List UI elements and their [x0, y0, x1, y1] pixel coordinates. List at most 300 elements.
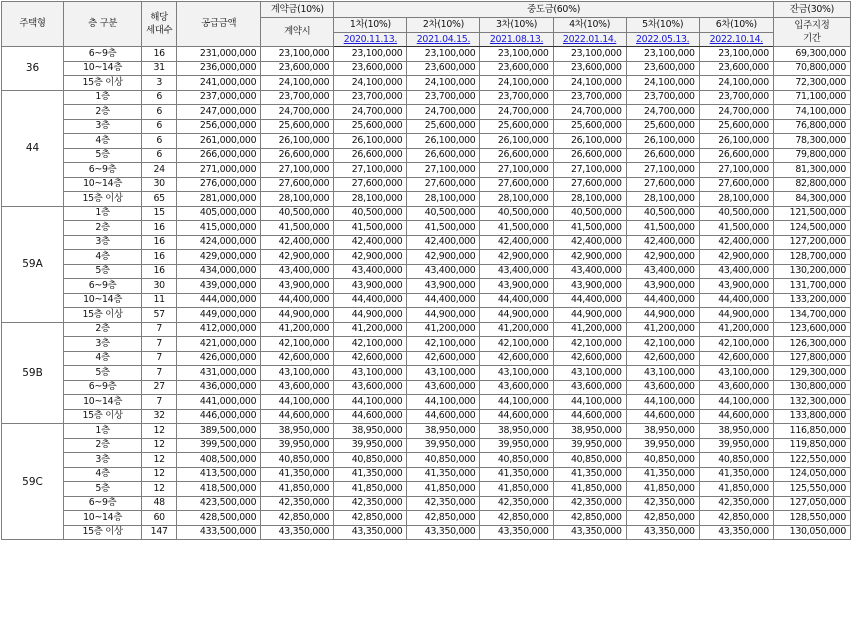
balance-cell: 84,300,000	[773, 192, 850, 207]
middle-2-cell: 25,600,000	[407, 119, 480, 134]
middle-2-cell: 24,700,000	[407, 105, 480, 120]
balance-cell: 130,200,000	[773, 264, 850, 279]
price-cell: 423,500,000	[177, 496, 261, 511]
middle-5-cell: 39,950,000	[626, 438, 699, 453]
middle-6-cell: 23,100,000	[699, 47, 773, 62]
middle-2-cell: 43,100,000	[407, 366, 480, 381]
deposit-cell: 43,600,000	[261, 380, 334, 395]
middle-1-cell: 44,900,000	[334, 308, 407, 323]
balance-cell: 130,050,000	[773, 525, 850, 540]
deposit-cell: 23,100,000	[261, 47, 334, 62]
middle-3-cell: 44,900,000	[480, 308, 553, 323]
price-cell: 426,000,000	[177, 351, 261, 366]
middle-5-cell: 41,850,000	[626, 482, 699, 497]
middle-5-cell: 24,100,000	[626, 76, 699, 91]
middle-2-cell: 41,850,000	[407, 482, 480, 497]
header-middle-5-date: 2022.05.13.	[626, 33, 699, 47]
table-header	[2, 2, 851, 47]
table-row	[2, 308, 851, 323]
units-cell: 16	[142, 221, 177, 236]
middle-3-cell: 40,850,000	[480, 453, 553, 468]
price-cell: 405,000,000	[177, 206, 261, 221]
units-cell: 11	[142, 293, 177, 308]
table-row	[2, 395, 851, 410]
deposit-cell: 27,100,000	[261, 163, 334, 178]
header-middle-3-date: 2021.08.13.	[480, 33, 553, 47]
middle-5-cell: 28,100,000	[626, 192, 699, 207]
floor-cell: 10~14층	[64, 293, 142, 308]
middle-4-cell: 40,850,000	[553, 453, 626, 468]
middle-6-cell: 28,100,000	[699, 192, 773, 207]
price-cell: 271,000,000	[177, 163, 261, 178]
header-middle-1: 1차(10%)	[334, 18, 407, 33]
floor-cell: 1층	[64, 206, 142, 221]
middle-1-cell: 44,100,000	[334, 395, 407, 410]
balance-cell: 78,300,000	[773, 134, 850, 149]
middle-4-cell: 25,600,000	[553, 119, 626, 134]
middle-3-cell: 41,350,000	[480, 467, 553, 482]
middle-4-cell: 28,100,000	[553, 192, 626, 207]
units-cell: 12	[142, 482, 177, 497]
table-row	[2, 525, 851, 540]
deposit-cell: 41,850,000	[261, 482, 334, 497]
middle-3-cell: 42,900,000	[480, 250, 553, 265]
table-row	[2, 293, 851, 308]
middle-6-cell: 44,600,000	[699, 409, 773, 424]
units-cell: 16	[142, 250, 177, 265]
middle-1-cell: 41,500,000	[334, 221, 407, 236]
middle-5-cell: 43,600,000	[626, 380, 699, 395]
middle-5-cell: 42,100,000	[626, 337, 699, 352]
price-cell: 439,000,000	[177, 279, 261, 294]
deposit-cell: 41,200,000	[261, 322, 334, 337]
table-row	[2, 119, 851, 134]
floor-cell: 2층	[64, 438, 142, 453]
price-cell: 389,500,000	[177, 424, 261, 439]
price-cell: 247,000,000	[177, 105, 261, 120]
units-cell: 12	[142, 453, 177, 468]
deposit-cell: 38,950,000	[261, 424, 334, 439]
middle-2-cell: 43,350,000	[407, 525, 480, 540]
floor-cell: 5층	[64, 366, 142, 381]
middle-4-cell: 44,900,000	[553, 308, 626, 323]
middle-5-cell: 42,350,000	[626, 496, 699, 511]
middle-3-cell: 23,600,000	[480, 61, 553, 76]
middle-3-cell: 43,350,000	[480, 525, 553, 540]
floor-cell: 4층	[64, 467, 142, 482]
header-price: 공급금액	[177, 2, 261, 47]
floor-cell: 2층	[64, 221, 142, 236]
middle-3-cell: 42,850,000	[480, 511, 553, 526]
middle-1-cell: 24,100,000	[334, 76, 407, 91]
price-cell: 241,000,000	[177, 76, 261, 91]
middle-5-cell: 42,850,000	[626, 511, 699, 526]
middle-6-cell: 43,900,000	[699, 279, 773, 294]
balance-cell: 131,700,000	[773, 279, 850, 294]
units-cell: 6	[142, 134, 177, 149]
middle-3-cell: 28,100,000	[480, 192, 553, 207]
balance-cell: 129,300,000	[773, 366, 850, 381]
middle-2-cell: 44,600,000	[407, 409, 480, 424]
balance-cell: 125,550,000	[773, 482, 850, 497]
price-cell: 408,500,000	[177, 453, 261, 468]
units-cell: 7	[142, 366, 177, 381]
floor-cell: 15층 이상	[64, 409, 142, 424]
price-cell: 415,000,000	[177, 221, 261, 236]
header-middle-1-date: 2020.11.13.	[334, 33, 407, 47]
middle-2-cell: 23,700,000	[407, 90, 480, 105]
price-cell: 424,000,000	[177, 235, 261, 250]
middle-5-cell: 40,850,000	[626, 453, 699, 468]
balance-cell: 127,050,000	[773, 496, 850, 511]
table-row	[2, 148, 851, 163]
middle-5-cell: 25,600,000	[626, 119, 699, 134]
table-row	[2, 409, 851, 424]
balance-cell: 82,800,000	[773, 177, 850, 192]
middle-1-cell: 38,950,000	[334, 424, 407, 439]
middle-1-cell: 43,900,000	[334, 279, 407, 294]
middle-3-cell: 44,600,000	[480, 409, 553, 424]
middle-4-cell: 41,850,000	[553, 482, 626, 497]
middle-2-cell: 41,200,000	[407, 322, 480, 337]
middle-1-cell: 23,700,000	[334, 90, 407, 105]
header-type: 주택형	[2, 2, 64, 47]
floor-cell: 4층	[64, 351, 142, 366]
middle-2-cell: 41,350,000	[407, 467, 480, 482]
middle-5-cell: 42,400,000	[626, 235, 699, 250]
middle-3-cell: 27,100,000	[480, 163, 553, 178]
middle-1-cell: 42,900,000	[334, 250, 407, 265]
middle-6-cell: 40,850,000	[699, 453, 773, 468]
middle-3-cell: 44,100,000	[480, 395, 553, 410]
middle-1-cell: 39,950,000	[334, 438, 407, 453]
units-cell: 16	[142, 235, 177, 250]
deposit-cell: 24,100,000	[261, 76, 334, 91]
middle-6-cell: 25,600,000	[699, 119, 773, 134]
deposit-cell: 44,900,000	[261, 308, 334, 323]
table-row	[2, 424, 851, 439]
unit-type-cell: 59A	[2, 206, 64, 322]
supply-price-table	[1, 1, 851, 540]
middle-1-cell: 42,850,000	[334, 511, 407, 526]
price-cell: 441,000,000	[177, 395, 261, 410]
deposit-cell: 44,600,000	[261, 409, 334, 424]
middle-6-cell: 38,950,000	[699, 424, 773, 439]
middle-5-cell: 38,950,000	[626, 424, 699, 439]
middle-2-cell: 39,950,000	[407, 438, 480, 453]
middle-4-cell: 41,500,000	[553, 221, 626, 236]
middle-2-cell: 43,400,000	[407, 264, 480, 279]
middle-3-cell: 42,400,000	[480, 235, 553, 250]
middle-5-cell: 23,700,000	[626, 90, 699, 105]
units-cell: 7	[142, 351, 177, 366]
middle-6-cell: 44,100,000	[699, 395, 773, 410]
middle-1-cell: 42,100,000	[334, 337, 407, 352]
deposit-cell: 23,600,000	[261, 61, 334, 76]
floor-cell: 3층	[64, 453, 142, 468]
middle-4-cell: 43,400,000	[553, 264, 626, 279]
middle-6-cell: 41,500,000	[699, 221, 773, 236]
floor-cell: 1층	[64, 90, 142, 105]
header-row-1	[2, 2, 851, 18]
balance-cell: 124,050,000	[773, 467, 850, 482]
middle-3-cell: 26,100,000	[480, 134, 553, 149]
middle-4-cell: 39,950,000	[553, 438, 626, 453]
balance-cell: 127,800,000	[773, 351, 850, 366]
floor-cell: 5층	[64, 264, 142, 279]
deposit-cell: 43,400,000	[261, 264, 334, 279]
price-cell: 444,000,000	[177, 293, 261, 308]
middle-2-cell: 43,600,000	[407, 380, 480, 395]
deposit-cell: 43,100,000	[261, 366, 334, 381]
middle-6-cell: 24,700,000	[699, 105, 773, 120]
deposit-cell: 39,950,000	[261, 438, 334, 453]
middle-6-cell: 41,850,000	[699, 482, 773, 497]
middle-5-cell: 43,400,000	[626, 264, 699, 279]
floor-cell: 3층	[64, 235, 142, 250]
middle-5-cell: 27,100,000	[626, 163, 699, 178]
floor-cell: 5층	[64, 148, 142, 163]
middle-1-cell: 40,850,000	[334, 453, 407, 468]
table-row	[2, 264, 851, 279]
floor-cell: 15층 이상	[64, 308, 142, 323]
middle-4-cell: 41,200,000	[553, 322, 626, 337]
middle-6-cell: 43,350,000	[699, 525, 773, 540]
middle-5-cell: 27,600,000	[626, 177, 699, 192]
middle-3-cell: 25,600,000	[480, 119, 553, 134]
header-middle-3: 3차(10%)	[480, 18, 553, 33]
price-cell: 429,000,000	[177, 250, 261, 265]
middle-6-cell: 27,100,000	[699, 163, 773, 178]
middle-3-cell: 43,600,000	[480, 380, 553, 395]
header-deposit-sub: 계약시	[261, 18, 334, 47]
price-cell: 261,000,000	[177, 134, 261, 149]
middle-3-cell: 44,400,000	[480, 293, 553, 308]
balance-cell: 69,300,000	[773, 47, 850, 62]
middle-3-cell: 23,700,000	[480, 90, 553, 105]
units-cell: 147	[142, 525, 177, 540]
balance-cell: 128,700,000	[773, 250, 850, 265]
units-cell: 6	[142, 90, 177, 105]
middle-2-cell: 28,100,000	[407, 192, 480, 207]
middle-3-cell: 27,600,000	[480, 177, 553, 192]
table-row	[2, 453, 851, 468]
middle-4-cell: 42,350,000	[553, 496, 626, 511]
middle-5-cell: 41,200,000	[626, 322, 699, 337]
middle-4-cell: 38,950,000	[553, 424, 626, 439]
units-cell: 16	[142, 264, 177, 279]
floor-cell: 10~14층	[64, 61, 142, 76]
table-row	[2, 235, 851, 250]
middle-1-cell: 44,600,000	[334, 409, 407, 424]
floor-cell: 3층	[64, 337, 142, 352]
deposit-cell: 25,600,000	[261, 119, 334, 134]
price-cell: 237,000,000	[177, 90, 261, 105]
deposit-cell: 42,900,000	[261, 250, 334, 265]
units-cell: 7	[142, 337, 177, 352]
middle-2-cell: 42,900,000	[407, 250, 480, 265]
middle-3-cell: 41,200,000	[480, 322, 553, 337]
middle-4-cell: 44,600,000	[553, 409, 626, 424]
middle-5-cell: 44,900,000	[626, 308, 699, 323]
price-cell: 399,500,000	[177, 438, 261, 453]
middle-1-cell: 27,600,000	[334, 177, 407, 192]
middle-1-cell: 24,700,000	[334, 105, 407, 120]
header-middle-5: 5차(10%)	[626, 18, 699, 33]
middle-6-cell: 42,850,000	[699, 511, 773, 526]
table-row	[2, 221, 851, 236]
header-middle-payment: 중도금(60%)	[334, 2, 774, 18]
deposit-cell: 41,350,000	[261, 467, 334, 482]
table-row	[2, 250, 851, 265]
table-row	[2, 337, 851, 352]
header-middle-6-date: 2022.10.14.	[699, 33, 773, 47]
middle-6-cell: 43,600,000	[699, 380, 773, 395]
deposit-cell: 40,850,000	[261, 453, 334, 468]
floor-cell: 6~9층	[64, 380, 142, 395]
middle-1-cell: 26,100,000	[334, 134, 407, 149]
unit-type-cell: 44	[2, 90, 64, 206]
middle-4-cell: 44,400,000	[553, 293, 626, 308]
deposit-cell: 44,100,000	[261, 395, 334, 410]
middle-1-cell: 23,600,000	[334, 61, 407, 76]
floor-cell: 4층	[64, 134, 142, 149]
middle-3-cell: 42,600,000	[480, 351, 553, 366]
table-row	[2, 322, 851, 337]
middle-6-cell: 42,100,000	[699, 337, 773, 352]
header-balance: 잔금(30%)	[773, 2, 850, 18]
header-balance-sub: 입주지정 기간	[773, 18, 850, 47]
middle-3-cell: 42,350,000	[480, 496, 553, 511]
middle-5-cell: 41,500,000	[626, 221, 699, 236]
middle-2-cell: 26,600,000	[407, 148, 480, 163]
price-table-container	[1, 1, 853, 540]
header-middle-2-date: 2021.04.15.	[407, 33, 480, 47]
middle-5-cell: 44,600,000	[626, 409, 699, 424]
units-cell: 15	[142, 206, 177, 221]
units-cell: 12	[142, 424, 177, 439]
units-cell: 6	[142, 148, 177, 163]
balance-cell: 79,800,000	[773, 148, 850, 163]
middle-4-cell: 26,600,000	[553, 148, 626, 163]
middle-4-cell: 23,700,000	[553, 90, 626, 105]
units-cell: 65	[142, 192, 177, 207]
middle-2-cell: 42,850,000	[407, 511, 480, 526]
deposit-cell: 42,850,000	[261, 511, 334, 526]
middle-4-cell: 27,100,000	[553, 163, 626, 178]
floor-cell: 10~14층	[64, 511, 142, 526]
balance-cell: 70,800,000	[773, 61, 850, 76]
middle-4-cell: 24,100,000	[553, 76, 626, 91]
floor-cell: 2층	[64, 105, 142, 120]
deposit-cell: 42,600,000	[261, 351, 334, 366]
middle-4-cell: 42,400,000	[553, 235, 626, 250]
price-cell: 434,000,000	[177, 264, 261, 279]
middle-2-cell: 38,950,000	[407, 424, 480, 439]
middle-6-cell: 41,200,000	[699, 322, 773, 337]
deposit-cell: 26,600,000	[261, 148, 334, 163]
middle-4-cell: 24,700,000	[553, 105, 626, 120]
middle-1-cell: 26,600,000	[334, 148, 407, 163]
floor-cell: 5층	[64, 482, 142, 497]
middle-1-cell: 25,600,000	[334, 119, 407, 134]
units-cell: 60	[142, 511, 177, 526]
units-cell: 48	[142, 496, 177, 511]
unit-type-cell: 36	[2, 47, 64, 91]
unit-type-cell: 59B	[2, 322, 64, 424]
middle-4-cell: 43,600,000	[553, 380, 626, 395]
units-cell: 7	[142, 395, 177, 410]
units-cell: 57	[142, 308, 177, 323]
middle-6-cell: 42,400,000	[699, 235, 773, 250]
price-cell: 428,500,000	[177, 511, 261, 526]
middle-6-cell: 26,100,000	[699, 134, 773, 149]
table-row	[2, 61, 851, 76]
table-row	[2, 105, 851, 120]
middle-1-cell: 23,100,000	[334, 47, 407, 62]
table-row	[2, 206, 851, 221]
middle-6-cell: 24,100,000	[699, 76, 773, 91]
units-cell: 6	[142, 105, 177, 120]
middle-2-cell: 42,400,000	[407, 235, 480, 250]
balance-cell: 123,600,000	[773, 322, 850, 337]
balance-cell: 72,300,000	[773, 76, 850, 91]
price-cell: 276,000,000	[177, 177, 261, 192]
deposit-cell: 44,400,000	[261, 293, 334, 308]
table-row	[2, 192, 851, 207]
middle-4-cell: 42,900,000	[553, 250, 626, 265]
middle-3-cell: 43,400,000	[480, 264, 553, 279]
middle-4-cell: 23,600,000	[553, 61, 626, 76]
deposit-cell: 43,900,000	[261, 279, 334, 294]
table-row	[2, 467, 851, 482]
balance-cell: 119,850,000	[773, 438, 850, 453]
middle-4-cell: 43,900,000	[553, 279, 626, 294]
price-cell: 412,000,000	[177, 322, 261, 337]
middle-3-cell: 41,500,000	[480, 221, 553, 236]
floor-cell: 15층 이상	[64, 76, 142, 91]
price-cell: 418,500,000	[177, 482, 261, 497]
middle-4-cell: 26,100,000	[553, 134, 626, 149]
table-row	[2, 76, 851, 91]
price-cell: 421,000,000	[177, 337, 261, 352]
units-cell: 24	[142, 163, 177, 178]
deposit-cell: 28,100,000	[261, 192, 334, 207]
units-cell: 7	[142, 322, 177, 337]
table-row	[2, 482, 851, 497]
middle-3-cell: 24,100,000	[480, 76, 553, 91]
table-row	[2, 438, 851, 453]
floor-cell: 6~9층	[64, 496, 142, 511]
table-row	[2, 351, 851, 366]
middle-3-cell: 41,850,000	[480, 482, 553, 497]
price-cell: 281,000,000	[177, 192, 261, 207]
header-middle-4: 4차(10%)	[553, 18, 626, 33]
middle-3-cell: 39,950,000	[480, 438, 553, 453]
middle-5-cell: 26,100,000	[626, 134, 699, 149]
middle-2-cell: 40,850,000	[407, 453, 480, 468]
header-middle-6: 6차(10%)	[699, 18, 773, 33]
units-cell: 6	[142, 119, 177, 134]
middle-6-cell: 41,350,000	[699, 467, 773, 482]
units-cell: 27	[142, 380, 177, 395]
floor-cell: 15층 이상	[64, 192, 142, 207]
middle-5-cell: 26,600,000	[626, 148, 699, 163]
middle-1-cell: 28,100,000	[334, 192, 407, 207]
middle-6-cell: 42,900,000	[699, 250, 773, 265]
header-middle-4-date: 2022.01.14.	[553, 33, 626, 47]
middle-2-cell: 44,400,000	[407, 293, 480, 308]
